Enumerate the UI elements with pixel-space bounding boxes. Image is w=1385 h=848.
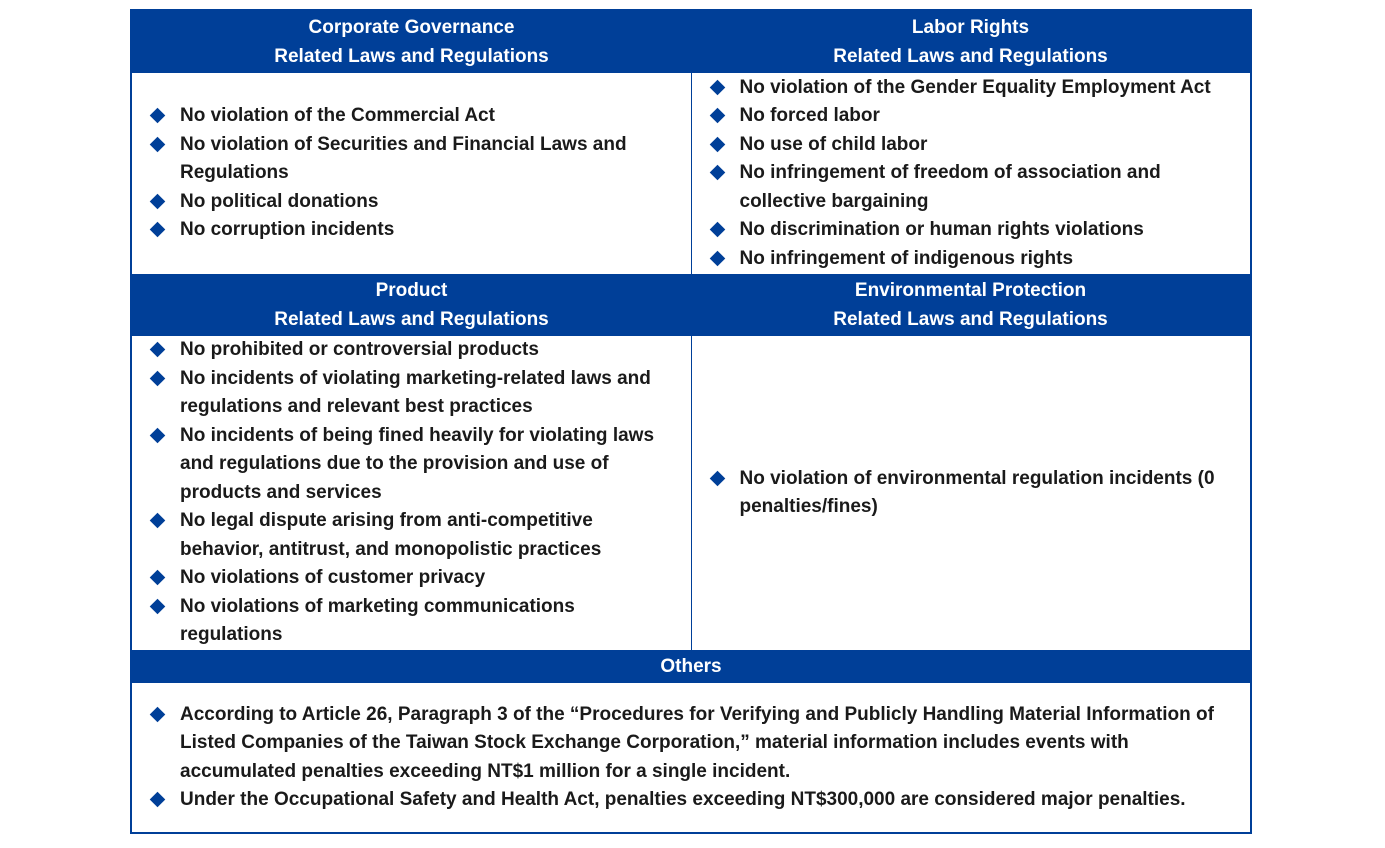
diamond-bullet-icon (708, 131, 740, 160)
list-item (148, 336, 681, 365)
diamond-bullet-icon (148, 102, 180, 131)
body-row-1 (132, 73, 1250, 274)
header-subtitle: Related Laws and Regulations (274, 46, 549, 67)
item-text: No discrimination or human rights violations (739, 219, 1144, 241)
item-text: No infringement of indigenous rights (739, 247, 1074, 269)
body-row-2 (132, 336, 1250, 650)
list-item (148, 365, 681, 422)
environmental-protection-header (691, 274, 1250, 336)
item-text: No corruption incidents (180, 219, 395, 241)
list-item (148, 564, 681, 593)
diamond-bullet-icon (148, 216, 180, 245)
corporate-governance-header (132, 11, 691, 73)
item-text: No violations of customer privacy (180, 567, 486, 589)
diamond-bullet-icon (148, 564, 180, 593)
diamond-bullet-icon (708, 159, 740, 216)
body-row-3 (132, 683, 1250, 832)
item-text: No legal dispute arising from anti-competitive behavior, antitrust, and monopolistic practices (180, 510, 602, 560)
header-row-2 (132, 274, 1250, 336)
list-item (708, 74, 1241, 103)
list-item (708, 465, 1241, 522)
header-title: Product (375, 280, 448, 301)
item-text: No violation of Securities and Financial Laws and Regulations (180, 133, 627, 184)
list-item (708, 216, 1241, 245)
diamond-bullet-icon (708, 102, 740, 131)
list-item (148, 422, 681, 508)
diamond-bullet-icon (148, 701, 180, 787)
diamond-bullet-icon (708, 245, 740, 274)
list-item (148, 593, 681, 650)
list-item (708, 159, 1241, 216)
compliance-table (130, 9, 1252, 834)
item-text: No violation of the Commercial Act (180, 105, 495, 127)
item-text: No use of child labor (739, 133, 928, 155)
item-text: No forced labor (739, 105, 880, 127)
others-list (132, 683, 1250, 832)
list-item (148, 507, 681, 564)
item-text: No political donations (180, 190, 379, 212)
list-item (148, 786, 1240, 815)
product-list (132, 336, 692, 650)
header-row-3 (132, 650, 1250, 683)
diamond-bullet-icon (708, 216, 740, 245)
item-text: No incidents of violating marketing-related laws and regulations and relevant best practices (180, 367, 651, 418)
header-title: Corporate Governance (308, 17, 515, 38)
others-header: Others (660, 656, 722, 677)
environmental-protection-list (692, 336, 1251, 650)
diamond-bullet-icon (148, 188, 180, 217)
list-item (708, 131, 1241, 160)
item-text: According to Article 26, Paragraph 3 of the “Procedures for Verifying and Publicly Handling Material Information of Listed Companies of the Taiwan Stock Exchange Corporation,” material information includes events with accumulated penalties exceeding NT$1 million for a single incident. (180, 703, 1214, 782)
diamond-bullet-icon (148, 593, 180, 650)
list-item (148, 216, 681, 245)
header-row-1 (132, 11, 1250, 73)
list-item (708, 102, 1241, 131)
diamond-bullet-icon (708, 465, 740, 522)
header-subtitle: Related Laws and Regulations (274, 309, 549, 330)
item-text: No incidents of being fined heavily for violating laws and regulations due to the provision and use of products and services (180, 424, 655, 503)
labor-rights-header (691, 11, 1250, 73)
diamond-bullet-icon (708, 74, 740, 103)
item-text: No violation of environmental regulation incidents (0 penalties/fines) (739, 467, 1215, 517)
header-title: Labor Rights (911, 17, 1030, 38)
item-text: Under the Occupational Safety and Health Act, penalties exceeding NT$300,000 are considered major penalties. (180, 789, 1186, 810)
header-subtitle: Related Laws and Regulations (833, 309, 1108, 330)
list-item (148, 188, 681, 217)
item-text: No prohibited or controversial products (180, 339, 539, 361)
corporate-governance-list (132, 73, 692, 274)
diamond-bullet-icon (148, 336, 180, 365)
list-item (148, 701, 1240, 787)
diamond-bullet-icon (148, 507, 180, 564)
product-header (132, 274, 691, 336)
diamond-bullet-icon (148, 786, 180, 815)
header-title: Environmental Protection (854, 280, 1087, 301)
item-text: No violation of the Gender Equality Employment Act (739, 76, 1211, 98)
item-text: No infringement of freedom of association and collective bargaining (739, 162, 1161, 212)
list-item (148, 131, 681, 188)
diamond-bullet-icon (148, 365, 180, 422)
diamond-bullet-icon (148, 422, 180, 508)
item-text: No violations of marketing communications regulations (180, 595, 575, 646)
diamond-bullet-icon (148, 131, 180, 188)
list-item (708, 245, 1241, 274)
list-item (148, 102, 681, 131)
labor-rights-list (692, 73, 1251, 274)
header-subtitle: Related Laws and Regulations (833, 46, 1108, 67)
